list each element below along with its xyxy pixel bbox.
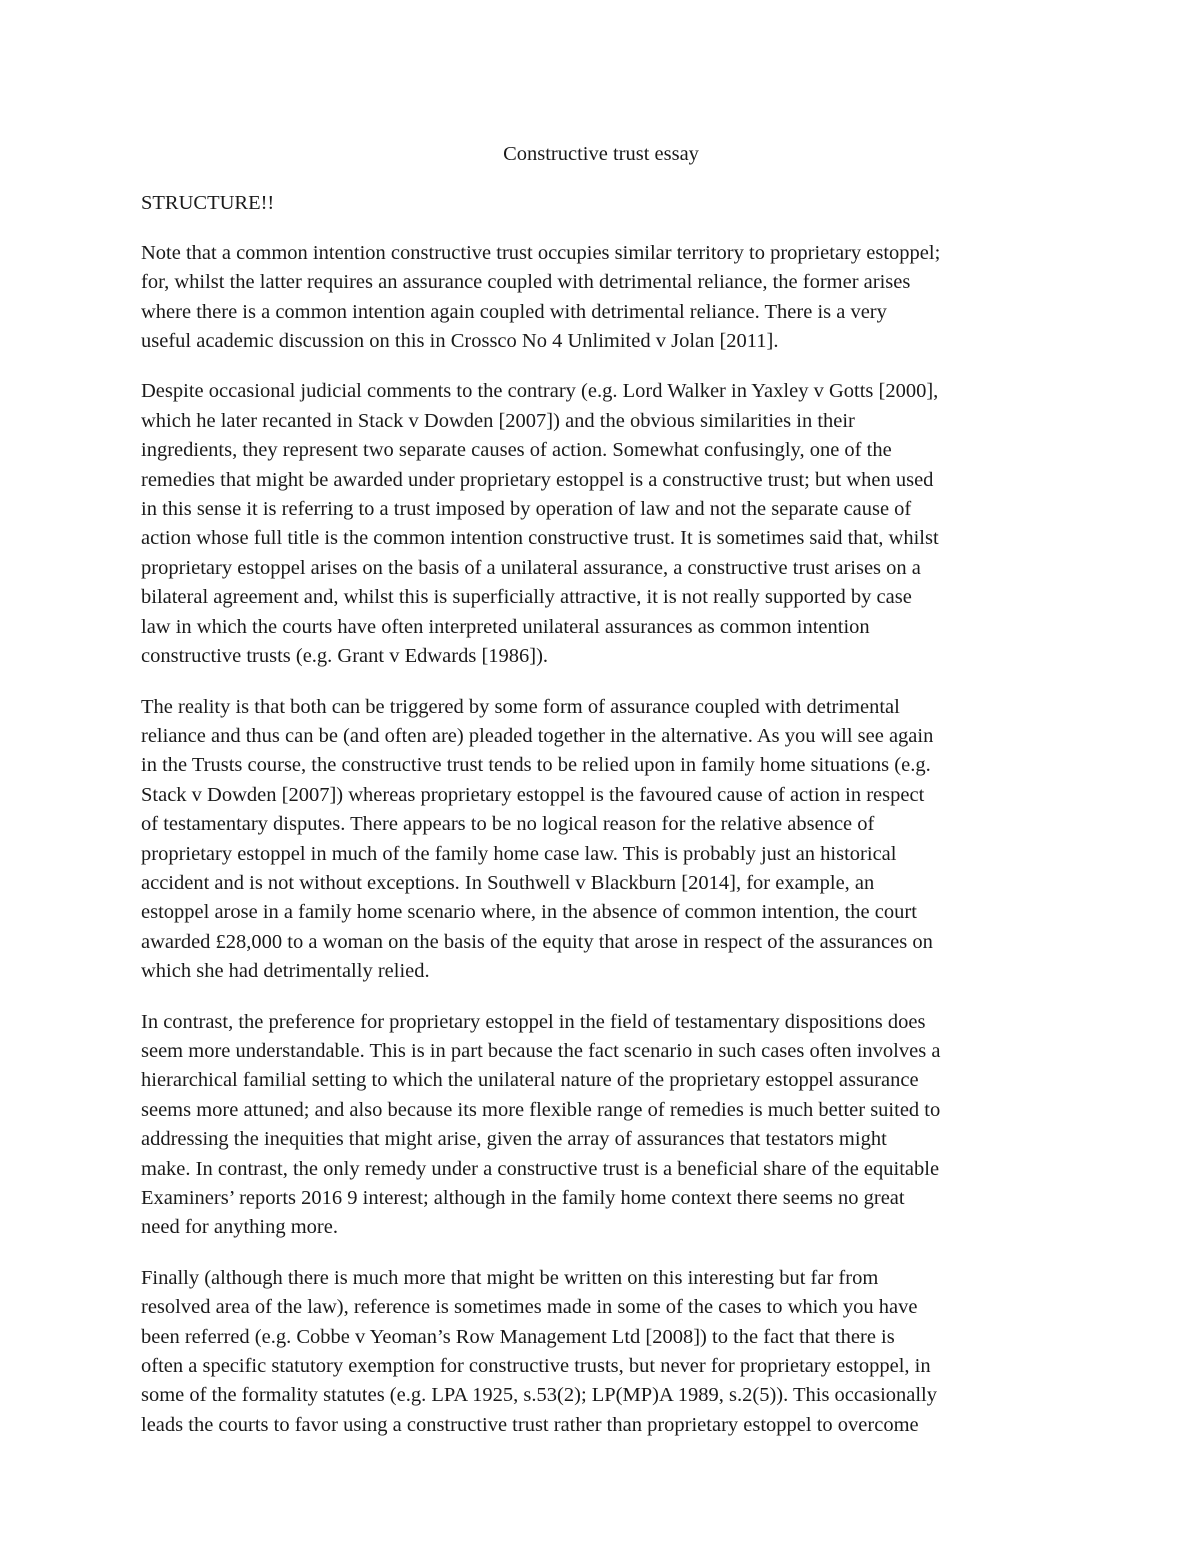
paragraph-line: which she had detrimentally relied. (141, 960, 430, 983)
paragraph-3 (141, 693, 1061, 987)
paragraph-line: some of the formality statutes (e.g. LPA 1925, s.53(2); LP(MP)A 1989, s.2(5)). This occasionally (141, 1384, 938, 1407)
paragraph-line: of testamentary disputes. There appears to be no logical reason for the relative absence of (141, 813, 875, 836)
paragraph-line: seems more attuned; and also because its more flexible range of remedies is much better suited to (141, 1098, 941, 1121)
paragraph-line: Note that a common intention constructive trust occupies similar territory to proprietary estoppel; (141, 241, 941, 264)
paragraph-line: estoppel arose in a family home scenario where, in the absence of common intention, the court (141, 901, 917, 924)
paragraph-line: in the Trusts course, the constructive trust tends to be relied upon in family home situations (e.g. (141, 754, 931, 777)
structure-heading: STRUCTURE!! (141, 192, 275, 215)
paragraph-line: ingredients, they represent two separate causes of action. Somewhat confusingly, one of the (141, 439, 892, 462)
paragraph-line: proprietary estoppel arises on the basis of a unilateral assurance, a constructive trust arises on a (141, 556, 921, 579)
paragraph-2 (141, 377, 1061, 671)
paragraph-5 (141, 1264, 1061, 1440)
paragraph-line: accident and is not without exceptions. In Southwell v Blackburn [2014], for example, an (141, 871, 875, 894)
paragraph-line: bilateral agreement and, whilst this is superficially attractive, it is not really supported by case (141, 586, 912, 609)
paragraph-line: action whose full title is the common intention constructive trust. It is sometimes said that, whilst (141, 527, 939, 550)
paragraph-line: Finally (although there is much more that might be written on this interesting but far from (141, 1266, 879, 1289)
paragraph-line: proprietary estoppel in much of the family home case law. This is probably just an historical (141, 842, 897, 865)
paragraph-line: useful academic discussion on this in Crossco No 4 Unlimited v Jolan [2011]. (141, 330, 779, 353)
paragraph-line: been referred (e.g. Cobbe v Yeoman’s Row Management Ltd [2008]) to the fact that there is (141, 1325, 895, 1348)
paragraph-line: in this sense it is referring to a trust imposed by operation of law and not the separate cause of (141, 498, 912, 521)
paragraph-line: which he later recanted in Stack v Dowden [2007]) and the obvious similarities in their (141, 409, 855, 432)
paragraph-1 (141, 239, 1061, 357)
paragraph-line: leads the courts to favor using a constructive trust rather than proprietary estoppel to overcome (141, 1413, 919, 1436)
paragraph-line: Despite occasional judicial comments to the contrary (e.g. Lord Walker in Yaxley v Gotts [2000], (141, 380, 939, 403)
paragraph-line: need for anything more. (141, 1216, 338, 1239)
paragraph-line: Stack v Dowden [2007]) whereas proprietary estoppel is the favoured cause of action in respect (141, 783, 925, 806)
paragraph-4 (141, 1008, 1061, 1243)
paragraph-line: awarded £28,000 to a woman on the basis of the equity that arose in respect of the assurances on (141, 930, 933, 953)
paragraph-line: In contrast, the preference for proprietary estoppel in the field of testamentary dispositions does (141, 1010, 926, 1033)
paragraph-line: seem more understandable. This is in part because the fact scenario in such cases often involves a (141, 1039, 941, 1062)
paragraph-line: addressing the inequities that might arise, given the array of assurances that testators might (141, 1128, 887, 1151)
document-title: Constructive trust essay (503, 143, 699, 165)
paragraph-line: resolved area of the law), reference is sometimes made in some of the cases to which you have (141, 1296, 918, 1319)
paragraph-line: where there is a common intention again coupled with detrimental reliance. There is a very (141, 300, 887, 323)
paragraph-line: Examiners’ reports 2016 9 interest; although in the family home context there seems no great (141, 1187, 905, 1209)
paragraph-line: law in which the courts have often interpreted unilateral assurances as common intention (141, 615, 870, 638)
paragraph-line: remedies that might be awarded under proprietary estoppel is a constructive trust; but when used (141, 468, 934, 491)
paragraph-line: often a specific statutory exemption for constructive trusts, but never for proprietary estoppel, in (141, 1355, 931, 1378)
paragraph-line: reliance and thus can be (and often are) pleaded together in the alternative. As you will see again (141, 724, 934, 747)
paragraph-line: for, whilst the latter requires an assurance coupled with detrimental reliance, the former arises (141, 271, 911, 294)
paragraph-line: hierarchical familial setting to which the unilateral nature of the proprietary estoppel assurance (141, 1069, 919, 1092)
document-body (141, 140, 1061, 1461)
paragraph-line: The reality is that both can be triggered by some form of assurance coupled with detrimental (141, 695, 900, 718)
paragraph-line: make. In contrast, the only remedy under a constructive trust is a beneficial share of the equitable (141, 1157, 940, 1180)
paragraph-line: constructive trusts (e.g. Grant v Edwards [1986]). (141, 645, 549, 668)
